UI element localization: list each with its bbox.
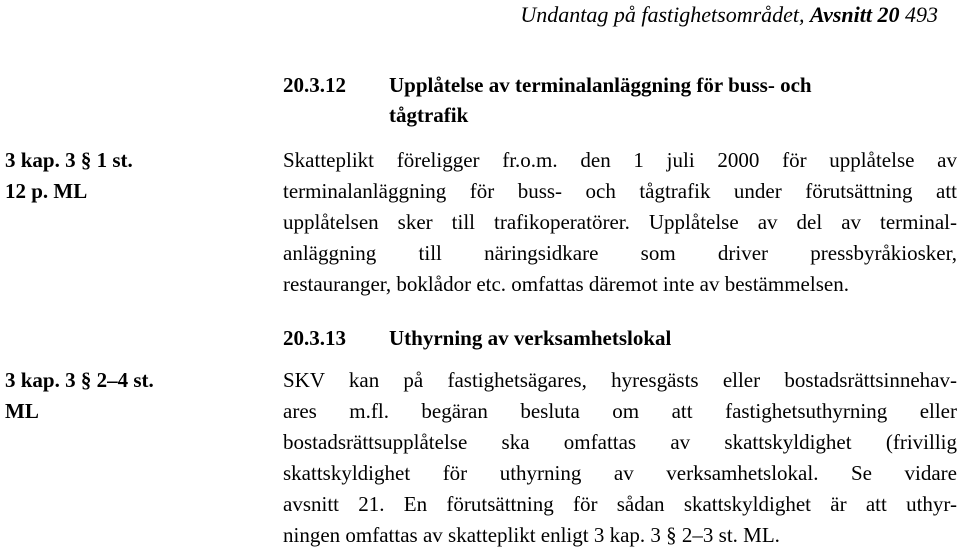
- margin-ref-line1: 3 kap. 3 § 1 st.: [5, 148, 133, 172]
- body-line: upplåtelsen sker till trafikoperatörer. Upplåtelse av del av terminal-: [283, 210, 957, 234]
- section-title-line1: Upplåtelse av terminalanläggning för buss- och: [389, 73, 812, 97]
- body-line: skattskyldighet för uthyrning av verksamhetslokal. Se vidare: [283, 461, 957, 485]
- margin-reference-20-3-13: [5, 365, 205, 427]
- header-prefix: Undantag på fastighetsområdet,: [520, 2, 811, 27]
- section-number: 20.3.13: [283, 326, 346, 350]
- section-body-20-3-12: [283, 145, 957, 300]
- body-line: bostadsrättsupplåtelse ska omfattas av skattskyldighet (frivillig: [283, 430, 957, 454]
- margin-ref-line2: ML: [5, 399, 39, 423]
- section-number: 20.3.12: [283, 73, 346, 97]
- header-section: Avsnitt 20: [810, 2, 900, 27]
- margin-ref-line1: 3 kap. 3 § 2–4 st.: [5, 368, 154, 392]
- margin-ref-line2: 12 p. ML: [5, 179, 88, 203]
- body-line: ningen omfattas av skatteplikt enligt 3 kap. 3 § 2–3 st. ML.: [283, 523, 780, 547]
- body-line: ares m.fl. begäran besluta om att fastighetsuthyrning eller: [283, 399, 957, 423]
- section-heading-20-3-13: [283, 323, 671, 353]
- body-line: avsnitt 21. En förutsättning för sådan skattskyldighet är att uthyr-: [283, 492, 957, 516]
- header-page-number: 493: [899, 2, 938, 27]
- section-title-line2: tågtrafik: [389, 103, 469, 127]
- body-line: restauranger, boklådor etc. omfattas däremot inte av bestämmelsen.: [283, 272, 849, 296]
- margin-reference-20-3-12: [5, 145, 205, 207]
- section-body-20-3-13: [283, 365, 957, 551]
- running-header: [520, 2, 938, 28]
- body-line: Skatteplikt föreligger fr.o.m. den 1 juli 2000 för upplåtelse av: [283, 148, 957, 172]
- body-line: terminalanläggning för buss- och tågtrafik under förutsättning att: [283, 179, 957, 203]
- body-line: anläggning till näringsidkare som driver pressbyråkiosker,: [283, 241, 957, 265]
- section-title-line1: Uthyrning av verksamhetslokal: [389, 326, 672, 350]
- section-heading-20-3-12: [283, 70, 812, 130]
- body-line: SKV kan på fastighetsägares, hyresgästs eller bostadsrättsinnehav-: [283, 368, 957, 392]
